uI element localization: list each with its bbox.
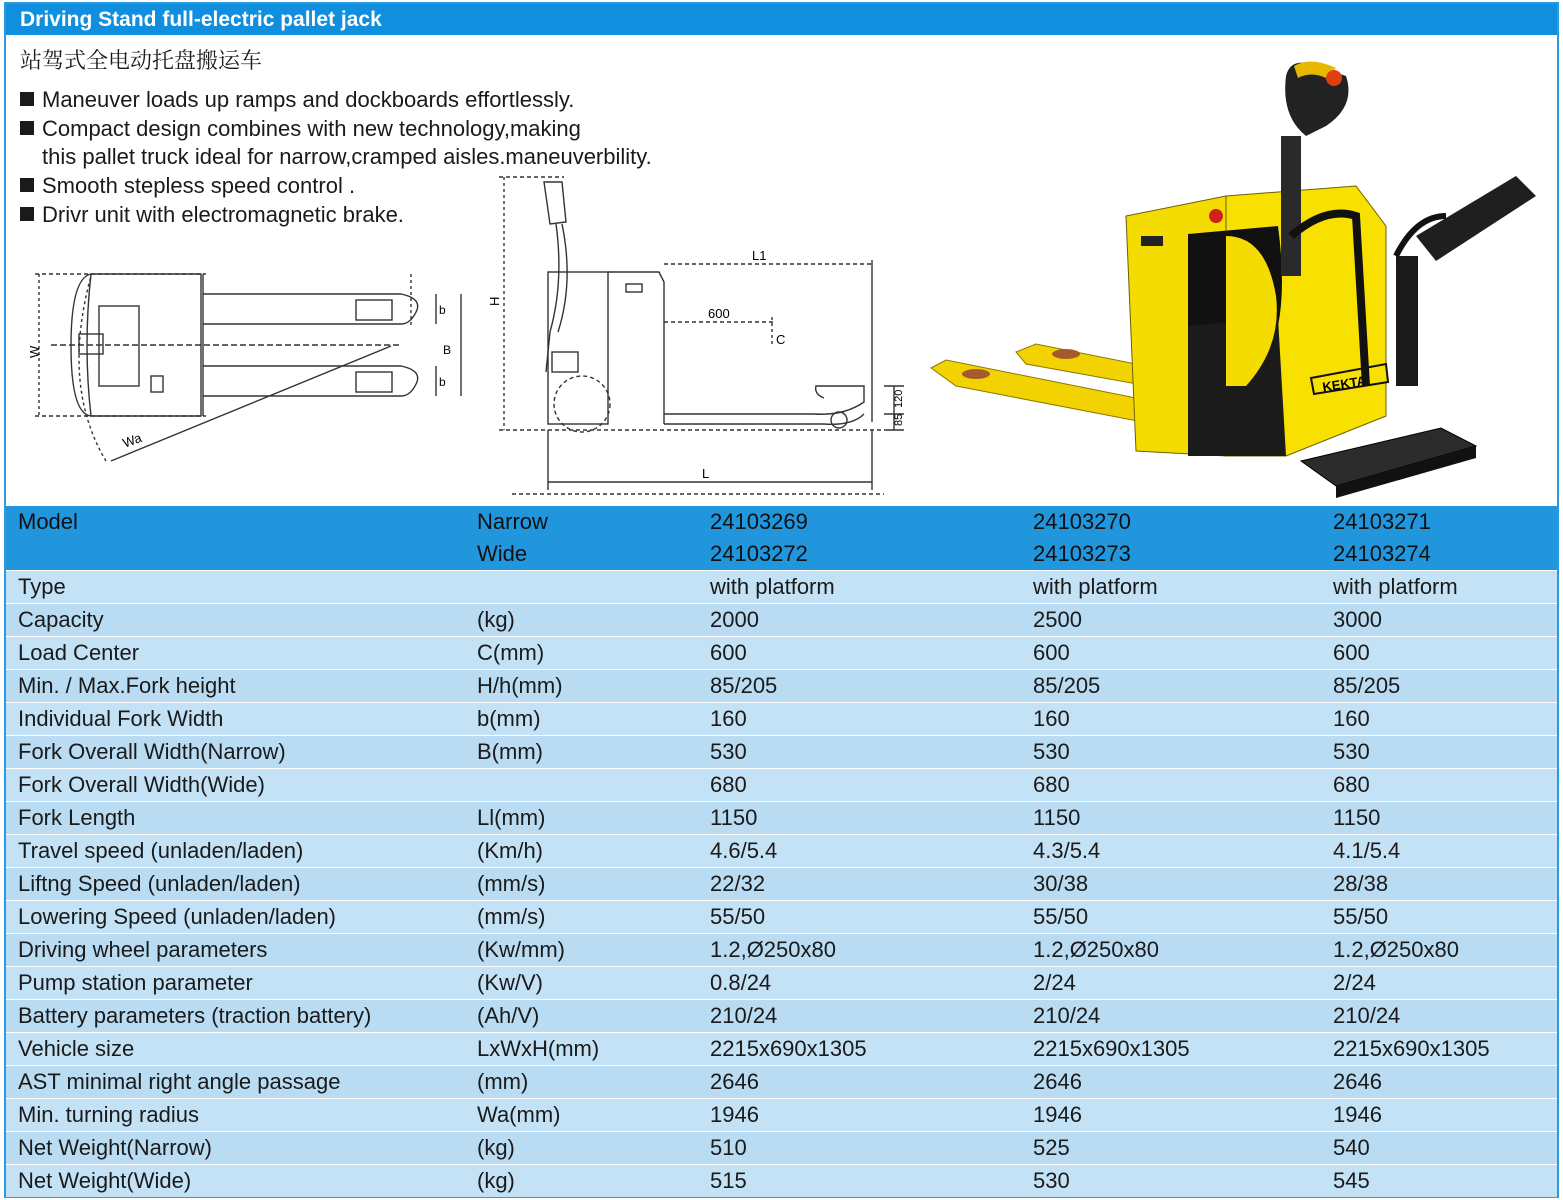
spec-value: 30/38	[1021, 867, 1321, 900]
table-row	[6, 702, 1557, 735]
spec-value: 510	[698, 1131, 1021, 1164]
bullet-square-icon	[20, 207, 34, 221]
spec-value: 540	[1321, 1131, 1557, 1164]
spec-value: 160	[1321, 702, 1557, 735]
spec-value: 210/24	[698, 999, 1021, 1032]
dim-label: W	[27, 345, 42, 358]
spec-value: 1.2,Ø250x80	[698, 933, 1021, 966]
table-row	[6, 570, 1557, 603]
spec-value: 545	[1321, 1164, 1557, 1197]
spec-name: Capacity	[6, 603, 465, 636]
spec-unit: (mm/s)	[465, 900, 698, 933]
spec-value: 1150	[1021, 801, 1321, 834]
table-row	[6, 900, 1557, 933]
spec-name: Pump station parameter	[6, 966, 465, 999]
model-label: Model	[6, 506, 465, 538]
table-row	[6, 801, 1557, 834]
model-number: 24103271	[1321, 506, 1557, 538]
side-view-drawing	[484, 172, 914, 502]
spec-value: 2/24	[1021, 966, 1321, 999]
chinese-subtitle: 站驾式全电动托盘搬运车	[20, 49, 263, 74]
spec-value: 1946	[1321, 1098, 1557, 1131]
spec-value: 680	[1321, 768, 1557, 801]
spec-name: Fork Length	[6, 801, 465, 834]
spec-name: Load Center	[6, 636, 465, 669]
spec-unit: b(mm)	[465, 702, 698, 735]
spec-value: 28/38	[1321, 867, 1557, 900]
spec-value: 85/205	[1021, 669, 1321, 702]
spec-unit	[465, 768, 698, 801]
dim-label: 85	[893, 413, 905, 426]
spec-value: 1.2,Ø250x80	[1321, 933, 1557, 966]
dim-label: C	[776, 332, 786, 347]
table-row	[6, 867, 1557, 900]
spec-value: 2646	[698, 1065, 1021, 1098]
spec-sheet	[4, 2, 1559, 1198]
spec-unit: (mm)	[465, 1065, 698, 1098]
dim-label: 120	[893, 389, 905, 408]
spec-value: 210/24	[1321, 999, 1557, 1032]
spec-name: Net Weight(Narrow)	[6, 1131, 465, 1164]
spec-value: 0.8/24	[698, 966, 1021, 999]
feature-item: Smooth stepless speed control .	[20, 172, 652, 201]
spec-unit: Ll(mm)	[465, 801, 698, 834]
table-row	[6, 999, 1557, 1032]
spec-value: 530	[1021, 1164, 1321, 1197]
spec-value: 680	[698, 768, 1021, 801]
spec-table	[6, 506, 1557, 1197]
spec-value: 22/32	[698, 867, 1021, 900]
spec-value: 85/205	[1321, 669, 1557, 702]
spec-value: 525	[1021, 1131, 1321, 1164]
spec-unit: (Kw/mm)	[465, 933, 698, 966]
table-row	[6, 1098, 1557, 1131]
spec-value: 530	[1021, 735, 1321, 768]
feature-item: Compact design combines with new technology,making this pallet truck ideal for narrow,cramped aisles.maneuverbility.	[20, 115, 652, 172]
spec-unit: (kg)	[465, 1131, 698, 1164]
top-view-drawing	[27, 266, 481, 476]
bullet-square-icon	[20, 121, 34, 135]
spec-value: 2646	[1321, 1065, 1557, 1098]
feature-item: Maneuver loads up ramps and dockboards effortlessly.	[20, 86, 652, 115]
table-row	[6, 1164, 1557, 1197]
spec-name: Individual Fork Width	[6, 702, 465, 735]
table-row	[6, 1065, 1557, 1098]
spec-value: 1946	[1021, 1098, 1321, 1131]
spec-value: 2/24	[1321, 966, 1557, 999]
spec-unit: LxWxH(mm)	[465, 1032, 698, 1065]
spec-value: 530	[1321, 735, 1557, 768]
model-number: 24103273	[1021, 538, 1321, 570]
spec-unit: (kg)	[465, 1164, 698, 1197]
dim-label: 600	[708, 306, 730, 321]
spec-name: Min. / Max.Fork height	[6, 669, 465, 702]
spec-name: Travel speed (unladen/laden)	[6, 834, 465, 867]
spec-name: Liftng Speed (unladen/laden)	[6, 867, 465, 900]
spec-value: 600	[1021, 636, 1321, 669]
spec-value: 680	[1021, 768, 1321, 801]
pallet-jack-photo	[926, 56, 1556, 506]
spec-unit	[465, 570, 698, 603]
model-number: 24103274	[1321, 538, 1557, 570]
table-row-model-narrow	[6, 506, 1557, 538]
spec-unit: (kg)	[465, 603, 698, 636]
spec-name: Fork Overall Width(Narrow)	[6, 735, 465, 768]
table-row	[6, 834, 1557, 867]
dim-label: b	[439, 303, 446, 317]
spec-value: 600	[1321, 636, 1557, 669]
spec-value: 1.2,Ø250x80	[1021, 933, 1321, 966]
table-row	[6, 636, 1557, 669]
spec-value: 2000	[698, 603, 1021, 636]
dim-label: B	[443, 343, 452, 357]
table-row	[6, 1131, 1557, 1164]
spec-value: with platform	[1321, 570, 1557, 603]
spec-name: AST minimal right angle passage	[6, 1065, 465, 1098]
bullet-square-icon	[20, 92, 34, 106]
spec-unit: Wa(mm)	[465, 1098, 698, 1131]
spec-value: 2646	[1021, 1065, 1321, 1098]
spec-value: 4.1/5.4	[1321, 834, 1557, 867]
spec-name: Min. turning radius	[6, 1098, 465, 1131]
spec-value: 1150	[1321, 801, 1557, 834]
spec-name: Vehicle size	[6, 1032, 465, 1065]
spec-value: 2215x690x1305	[698, 1032, 1021, 1065]
spec-value: 55/50	[1021, 900, 1321, 933]
spec-name: Battery parameters (traction battery)	[6, 999, 465, 1032]
dim-label: L1	[752, 248, 767, 263]
spec-value: 85/205	[698, 669, 1021, 702]
spec-value: 1946	[698, 1098, 1021, 1131]
spec-value: 55/50	[698, 900, 1021, 933]
spec-value: 4.6/5.4	[698, 834, 1021, 867]
spec-name: Net Weight(Wide)	[6, 1164, 465, 1197]
spec-value: 160	[698, 702, 1021, 735]
spec-unit: B(mm)	[465, 735, 698, 768]
spec-value: 515	[698, 1164, 1021, 1197]
spec-name: Driving wheel parameters	[6, 933, 465, 966]
table-row	[6, 735, 1557, 768]
table-row	[6, 603, 1557, 636]
table-row	[6, 933, 1557, 966]
spec-unit: H/h(mm)	[465, 669, 698, 702]
bullet-square-icon	[20, 178, 34, 192]
spec-value: 55/50	[1321, 900, 1557, 933]
spec-name: Fork Overall Width(Wide)	[6, 768, 465, 801]
spec-table-body	[6, 570, 1557, 1197]
spec-unit: (Km/h)	[465, 834, 698, 867]
spec-value: 2215x690x1305	[1321, 1032, 1557, 1065]
table-row	[6, 966, 1557, 999]
model-number: 24103270	[1021, 506, 1321, 538]
spec-value: with platform	[1021, 570, 1321, 603]
model-number: 24103272	[698, 538, 1021, 570]
table-row	[6, 1032, 1557, 1065]
table-row	[6, 768, 1557, 801]
spec-value: 4.3/5.4	[1021, 834, 1321, 867]
spec-name: Lowering Speed (unladen/laden)	[6, 900, 465, 933]
spec-value: with platform	[698, 570, 1021, 603]
table-row	[6, 669, 1557, 702]
dim-label: Wa	[120, 430, 144, 451]
spec-value: 3000	[1321, 603, 1557, 636]
dim-label: b	[439, 375, 446, 389]
table-row-model-wide	[6, 538, 1557, 570]
spec-unit: (mm/s)	[465, 867, 698, 900]
feature-item: Drivr unit with electromagnetic brake.	[20, 201, 652, 230]
dim-label: H	[487, 296, 502, 306]
spec-value: 2215x690x1305	[1021, 1032, 1321, 1065]
spec-unit: (Ah/V)	[465, 999, 698, 1032]
spec-value: 160	[1021, 702, 1321, 735]
spec-value: 210/24	[1021, 999, 1321, 1032]
narrow-label: Narrow	[465, 506, 698, 538]
spec-value: 2500	[1021, 603, 1321, 636]
brand-label: KEKTA	[1321, 372, 1367, 395]
wide-label: Wide	[465, 538, 698, 570]
spec-value: 530	[698, 735, 1021, 768]
model-number: 24103269	[698, 506, 1021, 538]
spec-unit: C(mm)	[465, 636, 698, 669]
sheet-title: Driving Stand full-electric pallet jack	[6, 4, 1557, 35]
spec-value: 600	[698, 636, 1021, 669]
dim-label: L	[702, 466, 710, 481]
spec-value: 1150	[698, 801, 1021, 834]
spec-name: Type	[6, 570, 465, 603]
spec-unit: (Kw/V)	[465, 966, 698, 999]
